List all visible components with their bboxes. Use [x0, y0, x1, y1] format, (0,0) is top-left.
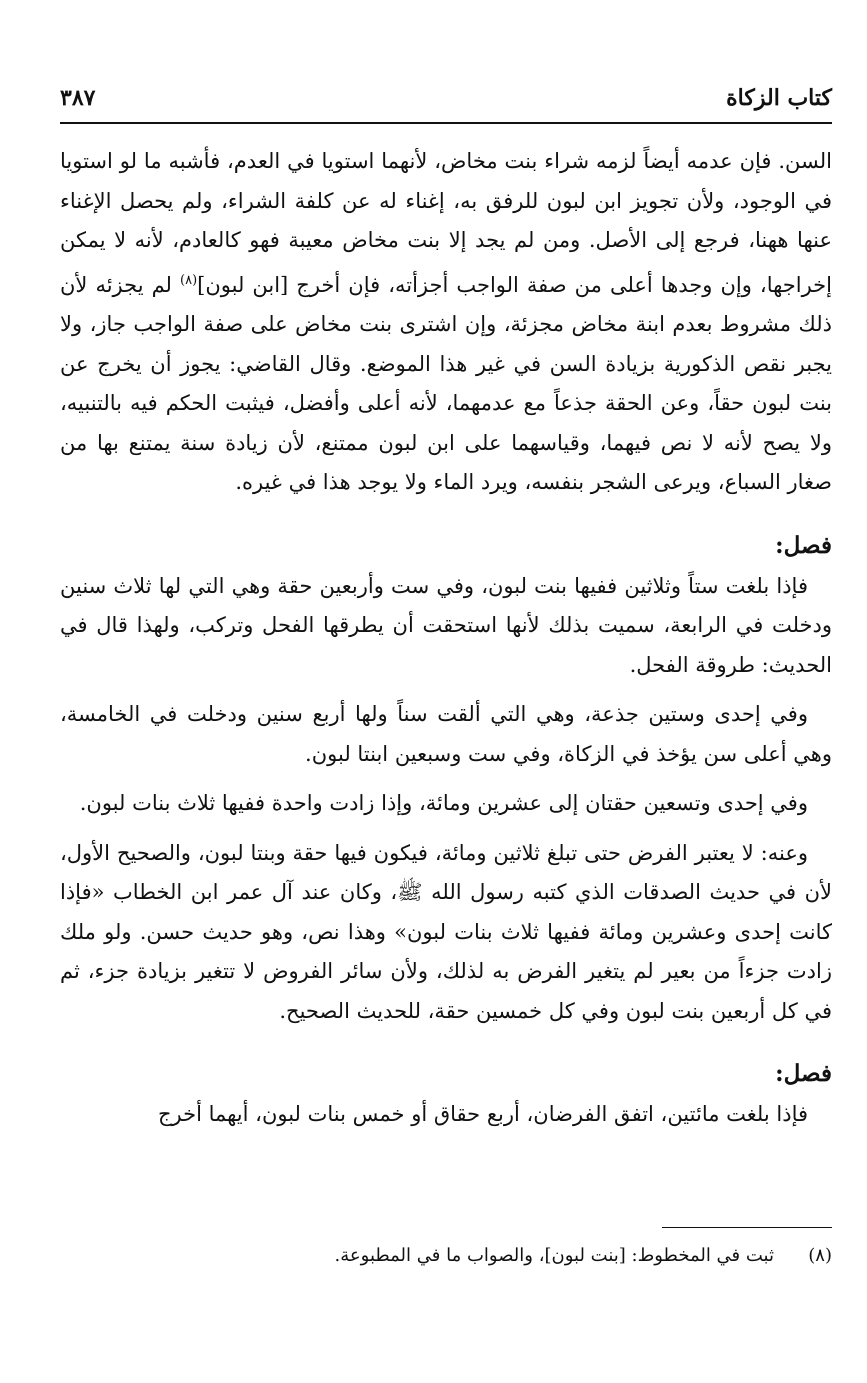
page-number: ٣٨٧: [60, 85, 96, 111]
footnote-number: (٨): [808, 1245, 832, 1266]
footnote-divider: [662, 1227, 832, 1228]
main-text: [60, 142, 832, 1135]
paragraph-text: السن. فإن عدمه أيضاً لزمه شراء بنت مخاض، لأنهما استويا في العدم، فأشبه ما لو استويا في الوجود، ولأن تجويز ابن لبون للرفق به، إغناء له عن كلفة الشراء، ولم يحصل الإغناء عنها ههنا، فرجع إلى الأصل. ومن لم يجد إلا بنت مخاض معيبة فهو كالعادم، لأنه لا يمكن إخراجها، وإن وجدها أعلى من صفة الواجب أجزأته، فإن أخرج [ابن لبون]: [60, 149, 832, 297]
paragraph-text: لم يجزئه لأن ذلك مشروط بعدم ابنة مخاض مجزئة، وإن اشترى بنت مخاض على صفة الواجب جاز، ولا يجبر نقص الذكورية بزيادة السن في غير هذا الموضع. وقال القاضي: يجوز أن يخرج عن بنت لبون حقاً، وعن الحقة جذعاً مع عدمهما، لأنه أعلى وأفضل، فيثبت الحكم فيه بالتنبيه، ولا يصح لأنه لا نص فيهما، وقياسهما على ابن لبون ممتنع، لأن زيادة سنة يمتنع بها من صغار السباع، ويرعى الشجر بنفسه، ويرد الماء ولا يوجد هذا في غيره.: [60, 272, 832, 494]
paragraph: فإذا بلغت ستاً وثلاثين ففيها بنت لبون، وفي ست وأربعين حقة وهي التي لها ثلاث سنين ودخلت في الرابعة، سميت بذلك لأنها استحقت أن يطرقها الفحل وتركب، ولهذا قال في الحديث: طروقة الفحل.: [60, 573, 832, 677]
paragraph: فإذا بلغت مائتين، اتفق الفرضان، أربع حقاق أو خمس بنات لبون، أيهما أخرج: [157, 1102, 808, 1126]
chapter-title: كتاب الزكاة: [726, 85, 832, 111]
footnote-text: ثبت في المخطوط: [بنت لبون]، والصواب ما في المطبوعة.: [334, 1245, 774, 1266]
paragraph: وفي إحدى وتسعين حقتان إلى عشرين ومائة، وإذا زادت واحدة ففيها ثلاث بنات لبون.: [79, 791, 808, 815]
paragraph: وعنه: لا يعتبر الفرض حتى تبلغ ثلاثين ومائة، فيكون فيها حقة وبنتا لبون، والصحيح الأول، لأن في حديث الصدقات الذي كتبه رسول الله ﷺ، وكان عند آل عمر ابن الخطاب «فإذا كانت إحدى وعشرين ومائة ففيها ثلاث بنات لبون» وهذا نص، وهو حديث حسن. ولو ملك زادت جزءاً من بعير لم يتغير الفرض به لذلك، ولأن سائر الفروض لا تتغير بزيادة جزء، ثم في كل أربعين بنت لبون وفي كل خمسين حقة، للحديث الصحيح.: [60, 840, 832, 1023]
book-page: [60, 70, 832, 1370]
paragraph: وفي إحدى وستين جذعة، وهي التي ألقت سناً ولها أربع سنين ودخلت في الخامسة، وهي أعلى سن يؤخذ في الزكاة، وفي ست وسبعين ابنتا لبون.: [60, 702, 832, 766]
section-heading: فصل:: [775, 531, 832, 559]
section-heading: فصل:: [775, 1060, 832, 1087]
footnote-reference: (٨): [180, 272, 198, 288]
running-header: [60, 78, 832, 118]
paragraph: [60, 142, 832, 503]
footnote: [60, 1242, 832, 1270]
header-divider: [60, 122, 832, 124]
